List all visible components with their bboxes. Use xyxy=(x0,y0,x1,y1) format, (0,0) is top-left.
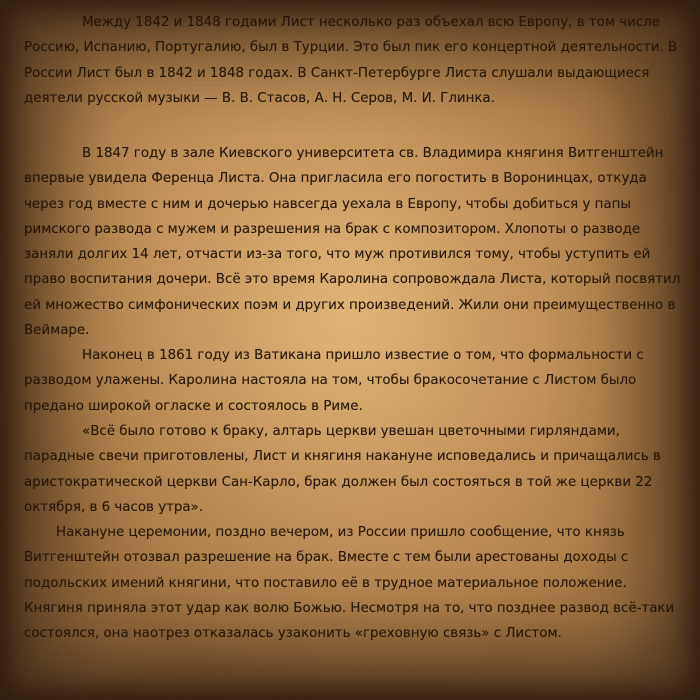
paragraph-meeting-wittgenstein: В 1847 году в зале Киевского университета св. Владимира княгиня Витгенштейн впервые увидела Ференца Листа. Она пригласила его погостить в Воронинцах, откуда через год вместе с ним и дочерью навсегда уехала в Европу, чтобы добиться у папы римского развода с мужем и разрешения на брак с композитором. Хлопоты о разводе заняли долгих 14 лет, отчасти из-за того, что муж противился тому, чтобы уступить ей право воспитания дочери. Всё это время Каролина сопровождала Листа, который посвятил ей множество симфонических поэм и других произведений. Жили они преимущественно в Веймаре. xyxy=(24,146,681,339)
paragraph-wedding-cancelled: Накануне церемонии, поздно вечером, из России пришло сообщение, что князь Витгенштейн отозвал разрешение на брак. Вместе с тем были арестованы доходы с подольских имений княгини, что поставило её в трудное материальное положение. Княгиня приняла этот удар как волю Божью. Несмотря на то, что позднее развод всё-таки состоялся, она наотрез отказалась узаконить «греховную связь» с Листом. xyxy=(24,525,675,642)
paragraph-divorce-settled: Наконец в 1861 году из Ватикана пришло известие о том, что формальности с разводом улажены. Каролина настояла на том, чтобы бракосочетание с Листом было предано широкой огласке и состоялось в Риме. xyxy=(24,348,644,414)
paragraph-wedding-quote: «Всё было готово к браку, алтарь церкви увешан цветочными гирляндами, парадные свечи приготовлены, Лист и княгиня накануне исповедались и причащались в аристократической церкви Сан-Карло, брак должен был состояться в той же церкви 22 октября, в 6 часов утра». xyxy=(24,424,661,515)
paragraph-liszt-tours: Между 1842 и 1848 годами Лист несколько раз объехал всю Европу, в том числе Россию, Испанию, Португалию, был в Турции. Это был пик его концертной деятельности. В России Лист был в 1842 и 1848 годах. В Санкт-Петербурге Листа слушали выдающиеся деятели русской музыки — В. В. Стасов, А. Н. Серов, М. И. Глинка. xyxy=(24,15,678,106)
